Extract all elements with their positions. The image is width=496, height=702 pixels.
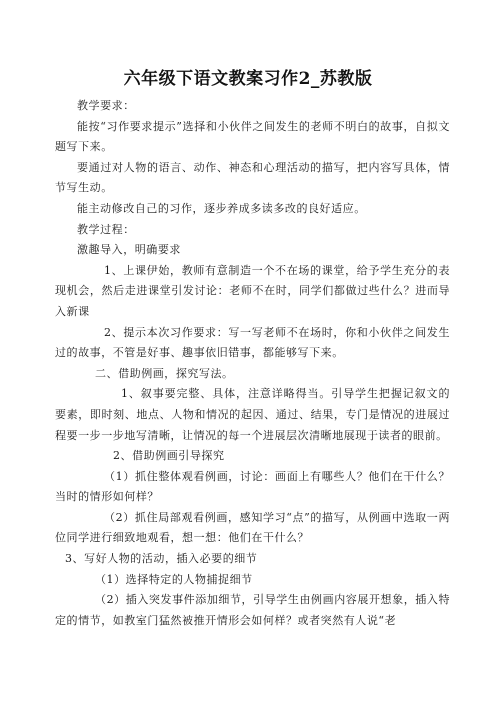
paragraph-section-intro-heading: 激趣导入，明确要求 — [77, 243, 181, 257]
paragraph-section-3-sub-2: （2）插入突发事件添加细节，引导学生由例画内容展开想象，插入特定的情节，如教室门猛然被推开情形会如何样？或者突然有人说“老 — [55, 593, 450, 627]
document-body — [55, 96, 450, 631]
paragraph-teaching-process-heading: 教学过程： — [77, 222, 135, 236]
paragraph-requirement-2: 要通过对人物的语言、动作、神态和心理活动的描写，把内容写具体，情节写生动。 — [55, 160, 450, 195]
paragraph-requirement-1: 能按“习作要求提示”选择和小伙伴之间发生的老师不明白的故事，自拟文题写下来。 — [55, 119, 450, 154]
paragraph-section-2-heading: 二、借助例画，探究写法。 — [95, 366, 234, 380]
paragraph-section-2-sub-2: （2）抓住局部观看例画，感知学习“点”的描写，从例画中选取一两位同学进行细致地观看，想一想：他们在干什么？ — [55, 510, 450, 545]
document-title: 六年级下语文教案习作2_苏教版 — [123, 69, 373, 89]
paragraph-requirement-3: 能主动修改自己的习作，逐步养成多读多改的良好适应。 — [77, 201, 366, 215]
paragraph-intro-step-1: 1、上课伊始，教师有意制造一个不在场的课堂，给予学生充分的表现机会，然后走进课堂引发讨论：老师不在时，同学们都做过些什么？进而导入新课 — [55, 263, 450, 318]
paragraph-section-3-sub-1: （1）选择特定的人物捕捉细节 — [95, 572, 253, 586]
paragraph-intro-step-2: 2、提示本次习作要求：写一写老师不在场时，你和小伙伴之间发生过的故事，不管是好事、趣事依旧错事，都能够写下来。 — [55, 325, 450, 360]
paragraph-section-2-sub-1: （1）抓住整体观看例画，讨论：画面上有哪些人？他们在干什么？当时的情形如何样？ — [55, 469, 450, 504]
paragraph-teaching-requirements-heading: 教学要求： — [77, 99, 135, 112]
paragraph-section-3-heading: 3、写好人物的活动，插入必要的细节 — [65, 552, 258, 566]
paragraph-section-2-step-2: 2、借助例画引导探究 — [113, 449, 225, 463]
paragraph-section-2-step-1: 1、叙事要完整、具体，注意详略得当。引导学生把握记叙文的要素，即时刻、地点、人物和情况的起因、通过、结果，专门是情况的进展过程要一步一步地写清晰，让情况的每一个进展层次清晰地展现于读者的眼前。 — [55, 387, 450, 442]
